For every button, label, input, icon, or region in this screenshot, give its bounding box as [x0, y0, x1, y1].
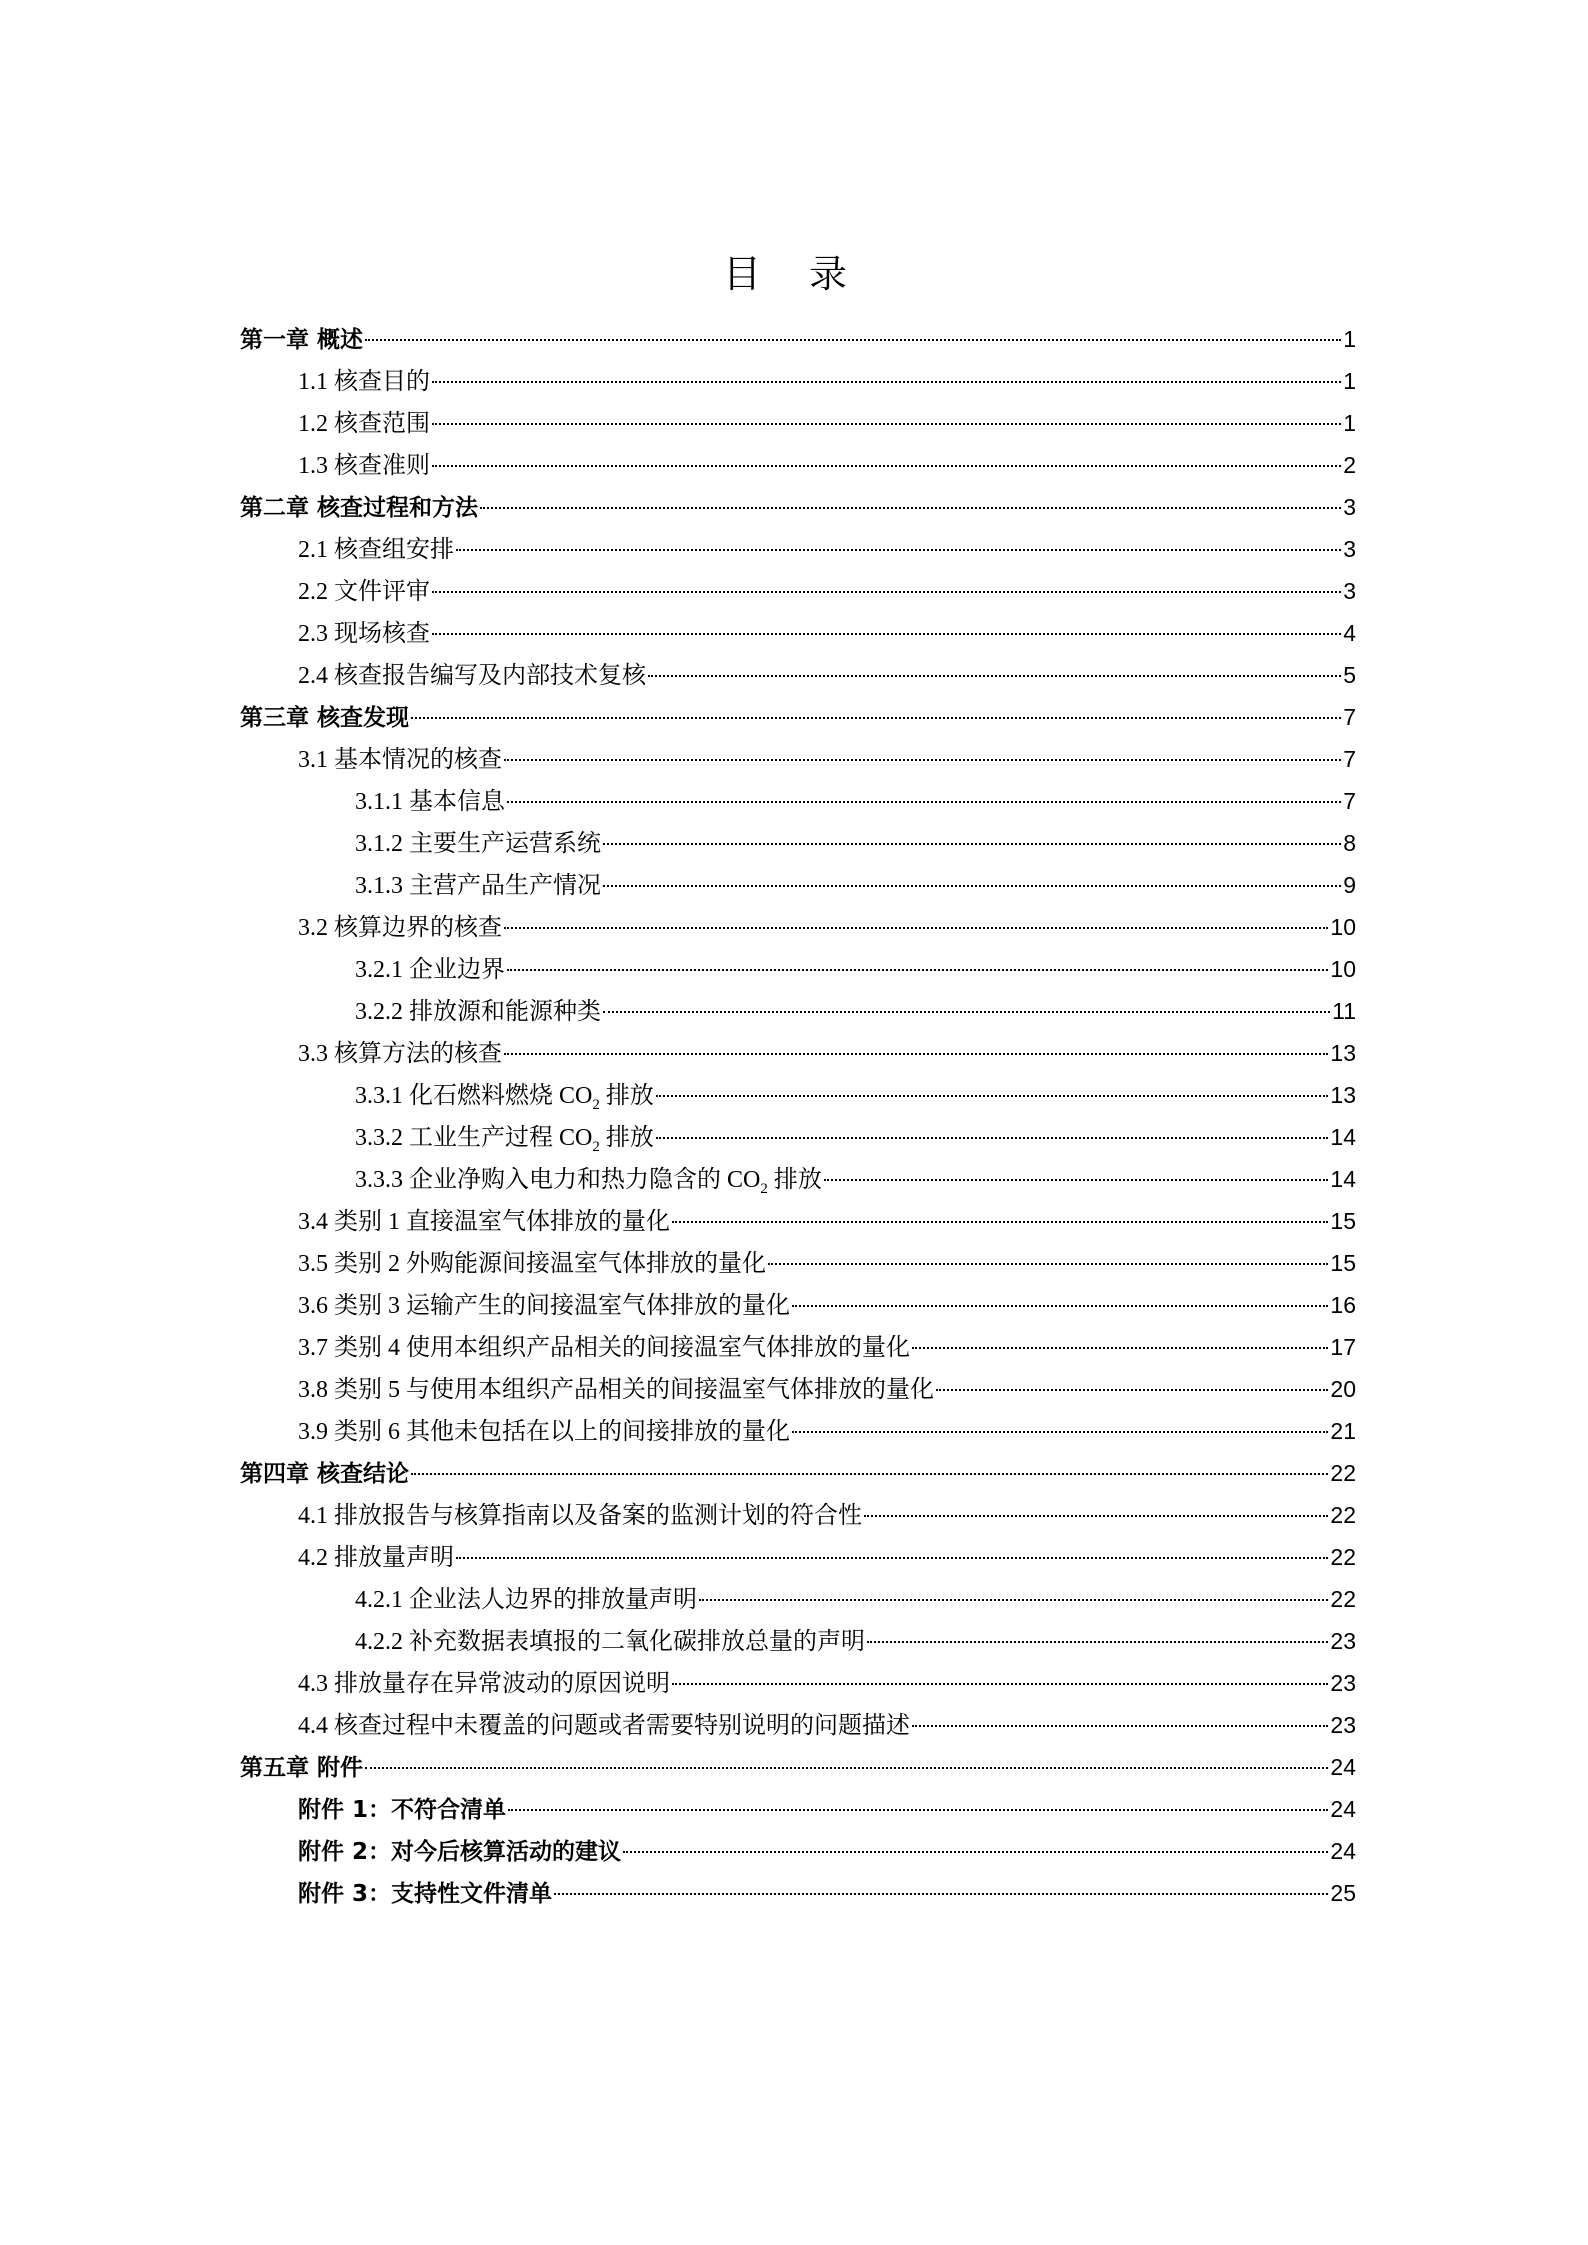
toc-page-number: 16	[1330, 1292, 1356, 1318]
toc-page-number: 21	[1330, 1418, 1356, 1444]
toc-page-number: 13	[1330, 1040, 1356, 1066]
toc-page-number: 1	[1343, 410, 1356, 436]
toc-entry[interactable]	[240, 528, 1356, 570]
toc-title: 目 录	[722, 252, 866, 296]
toc-entry[interactable]	[240, 1620, 1356, 1662]
toc-entry[interactable]	[240, 612, 1356, 654]
toc-page-number: 1	[1343, 368, 1356, 394]
dot-leader	[936, 1389, 1328, 1391]
toc-entry[interactable]	[240, 990, 1356, 1032]
dot-leader	[456, 549, 1341, 551]
toc-entry-title: 3.2.2 排放源和能源种类	[355, 999, 601, 1025]
dot-leader	[432, 633, 1341, 635]
toc-entry[interactable]	[240, 444, 1356, 486]
dot-leader	[504, 759, 1341, 761]
dot-leader	[768, 1263, 1328, 1265]
toc-page-number: 3	[1343, 536, 1356, 562]
toc-page-number: 7	[1343, 788, 1356, 814]
toc-page-number: 7	[1343, 704, 1356, 730]
toc-page-number: 17	[1330, 1334, 1356, 1360]
toc-entry-title: 2.4 核查报告编写及内部技术复核	[298, 663, 646, 689]
toc-page-number: 10	[1330, 956, 1356, 982]
dot-leader	[432, 591, 1341, 593]
dot-leader	[365, 1767, 1328, 1769]
toc-entry-title: 附件 1：不符合清单	[298, 1797, 507, 1823]
table-of-contents	[240, 318, 1356, 1914]
toc-entry[interactable]	[240, 696, 1356, 738]
dot-leader	[504, 1053, 1328, 1055]
toc-entry[interactable]	[240, 486, 1356, 528]
toc-entry-title: 3.4 类别 1 直接温室气体排放的量化	[298, 1209, 670, 1235]
toc-entry-title: 4.2.1 企业法人边界的排放量声明	[355, 1587, 697, 1613]
toc-entry-title: 4.1 排放报告与核算指南以及备案的监测计划的符合性	[298, 1503, 862, 1529]
toc-entry[interactable]	[240, 948, 1356, 990]
toc-entry[interactable]	[240, 1872, 1356, 1914]
toc-page-number: 23	[1330, 1628, 1356, 1654]
dot-leader	[554, 1893, 1328, 1895]
toc-entry[interactable]	[240, 906, 1356, 948]
toc-page-number: 24	[1330, 1838, 1356, 1864]
dot-leader	[504, 927, 1328, 929]
toc-page-number: 9	[1343, 872, 1356, 898]
toc-page-number: 14	[1330, 1166, 1356, 1192]
toc-page-number: 13	[1330, 1082, 1356, 1108]
toc-entry-title: 第三章 核查发现	[240, 705, 410, 731]
toc-entry[interactable]	[240, 318, 1356, 360]
subscript: 2	[760, 1180, 768, 1197]
toc-entry-title: 1.2 核查范围	[298, 411, 430, 437]
toc-entry[interactable]	[240, 1158, 1356, 1200]
dot-leader	[672, 1683, 1328, 1685]
toc-entry-title: 4.3 排放量存在异常波动的原因说明	[298, 1671, 670, 1697]
toc-entry[interactable]	[240, 822, 1356, 864]
toc-entry-title: 1.3 核查准则	[298, 453, 430, 479]
dot-leader	[432, 381, 1341, 383]
toc-entry-title: 3.2.1 企业边界	[355, 957, 505, 983]
toc-entry-title: 3.7 类别 4 使用本组织产品相关的间接温室气体排放的量化	[298, 1335, 910, 1361]
toc-entry[interactable]	[240, 1494, 1356, 1536]
dot-leader	[411, 717, 1341, 719]
toc-entry[interactable]	[240, 402, 1356, 444]
toc-page-number: 23	[1330, 1670, 1356, 1696]
dot-leader	[508, 1809, 1328, 1811]
toc-entry[interactable]	[240, 780, 1356, 822]
toc-page-number: 7	[1343, 746, 1356, 772]
toc-entry-title: 3.1.3 主营产品生产情况	[355, 873, 601, 899]
toc-entry-title: 第二章 核查过程和方法	[240, 495, 479, 521]
toc-entry[interactable]	[240, 654, 1356, 696]
dot-leader	[792, 1305, 1328, 1307]
toc-entry-title: 第五章 附件	[240, 1755, 364, 1781]
dot-leader	[867, 1641, 1328, 1643]
toc-entry[interactable]	[240, 1116, 1356, 1158]
toc-entry-title: 第一章 概述	[240, 327, 364, 353]
toc-page-number: 15	[1330, 1208, 1356, 1234]
dot-leader	[432, 465, 1341, 467]
toc-page-number: 4	[1343, 620, 1356, 646]
dot-leader	[824, 1179, 1329, 1181]
toc-entry[interactable]	[240, 1074, 1356, 1116]
toc-entry-title: 4.2 排放量声明	[298, 1545, 454, 1571]
toc-entry[interactable]	[240, 1242, 1356, 1284]
toc-page-number: 3	[1343, 578, 1356, 604]
toc-entry-title: 附件 2：对今后核算活动的建议	[298, 1839, 622, 1865]
toc-entry-title: 3.9 类别 6 其他未包括在以上的间接排放的量化	[298, 1419, 790, 1445]
toc-page-number: 3	[1343, 494, 1356, 520]
toc-entry-title-part: 排放	[599, 1083, 654, 1109]
dot-leader	[507, 801, 1341, 803]
toc-entry-title: 3.1.1 基本信息	[355, 789, 505, 815]
toc-entry[interactable]	[240, 1200, 1356, 1242]
dot-leader	[603, 885, 1341, 887]
toc-page-number: 24	[1330, 1796, 1356, 1822]
dot-leader	[603, 843, 1341, 845]
toc-entry-title: 2.2 文件评审	[298, 579, 430, 605]
dot-leader	[507, 969, 1328, 971]
toc-page-number: 24	[1330, 1754, 1356, 1780]
toc-entry[interactable]	[240, 1284, 1356, 1326]
dot-leader	[648, 675, 1341, 677]
toc-page-number: 25	[1330, 1880, 1356, 1906]
toc-entry[interactable]	[240, 1536, 1356, 1578]
toc-entry[interactable]	[240, 1032, 1356, 1074]
toc-page-number: 10	[1330, 914, 1356, 940]
dot-leader	[792, 1431, 1328, 1433]
toc-entry-title-part: 3.3.3 企业净购入电力和热力隐含的 CO	[355, 1167, 761, 1193]
toc-entry-title-part: 排放	[767, 1167, 822, 1193]
dot-leader	[699, 1599, 1328, 1601]
toc-entry-title: 2.1 核查组安排	[298, 537, 454, 563]
toc-page-number: 23	[1330, 1712, 1356, 1738]
dot-leader	[623, 1851, 1328, 1853]
toc-entry[interactable]	[240, 1368, 1356, 1410]
dot-leader	[656, 1137, 1329, 1139]
toc-entry-title: 4.2.2 补充数据表填报的二氧化碳排放总量的声明	[355, 1629, 865, 1655]
toc-entry[interactable]	[240, 1326, 1356, 1368]
toc-entry-title: 3.2 核算边界的核查	[298, 915, 502, 941]
dot-leader	[432, 423, 1341, 425]
toc-entry[interactable]	[240, 1662, 1356, 1704]
toc-entry-title: 3.3 核算方法的核查	[298, 1041, 502, 1067]
toc-entry[interactable]	[240, 1746, 1356, 1788]
toc-page-number: 22	[1330, 1586, 1356, 1612]
toc-page-number: 11	[1332, 998, 1356, 1024]
toc-entry-title	[355, 1117, 654, 1159]
dot-leader	[912, 1725, 1328, 1727]
toc-entry-title	[355, 1075, 654, 1117]
toc-entry-title: 1.1 核查目的	[298, 369, 430, 395]
toc-entry[interactable]	[240, 360, 1356, 402]
toc-entry[interactable]	[240, 1788, 1356, 1830]
toc-entry-title-part: 排放	[599, 1125, 654, 1151]
toc-entry[interactable]	[240, 1830, 1356, 1872]
toc-page-number: 14	[1330, 1124, 1356, 1150]
toc-page-number: 15	[1330, 1250, 1356, 1276]
toc-entry-title-part: 3.3.2 工业生产过程 CO	[355, 1125, 593, 1151]
toc-entry-title-part: 3.3.1 化石燃料燃烧 CO	[355, 1083, 593, 1109]
toc-entry[interactable]	[240, 738, 1356, 780]
dot-leader	[672, 1221, 1328, 1223]
toc-entry-title: 附件 3：支持性文件清单	[298, 1881, 553, 1907]
dot-leader	[656, 1095, 1329, 1097]
toc-page-number: 22	[1330, 1460, 1356, 1486]
toc-page-number: 22	[1330, 1502, 1356, 1528]
subscript: 2	[592, 1096, 600, 1113]
toc-entry-title: 3.6 类别 3 运输产生的间接温室气体排放的量化	[298, 1293, 790, 1319]
dot-leader	[864, 1515, 1328, 1517]
toc-entry-title: 3.8 类别 5 与使用本组织产品相关的间接温室气体排放的量化	[298, 1377, 934, 1403]
toc-entry[interactable]	[240, 1578, 1356, 1620]
toc-entry-title: 3.5 类别 2 外购能源间接温室气体排放的量化	[298, 1251, 766, 1277]
dot-leader	[480, 507, 1341, 509]
toc-entry[interactable]	[240, 1410, 1356, 1452]
toc-page-number: 8	[1343, 830, 1356, 856]
toc-entry-title: 2.3 现场核查	[298, 621, 430, 647]
dot-leader	[411, 1473, 1328, 1475]
toc-entry-title: 3.1.2 主要生产运营系统	[355, 831, 601, 857]
toc-page-number: 5	[1343, 662, 1356, 688]
toc-entry[interactable]	[240, 864, 1356, 906]
subscript: 2	[592, 1138, 600, 1155]
dot-leader	[456, 1557, 1328, 1559]
dot-leader	[365, 339, 1341, 341]
toc-entry[interactable]	[240, 1704, 1356, 1746]
toc-entry-title: 第四章 核查结论	[240, 1461, 410, 1487]
toc-entry-title: 3.1 基本情况的核查	[298, 747, 502, 773]
toc-page-number: 1	[1343, 326, 1356, 352]
dot-leader	[912, 1347, 1328, 1349]
toc-page-number: 2	[1343, 452, 1356, 478]
toc-entry[interactable]	[240, 570, 1356, 612]
dot-leader	[603, 1011, 1330, 1013]
toc-page-number: 20	[1330, 1376, 1356, 1402]
toc-entry-title	[355, 1159, 822, 1201]
toc-page-number: 22	[1330, 1544, 1356, 1570]
toc-entry-title: 4.4 核查过程中未覆盖的问题或者需要特别说明的问题描述	[298, 1713, 910, 1739]
toc-entry[interactable]	[240, 1452, 1356, 1494]
